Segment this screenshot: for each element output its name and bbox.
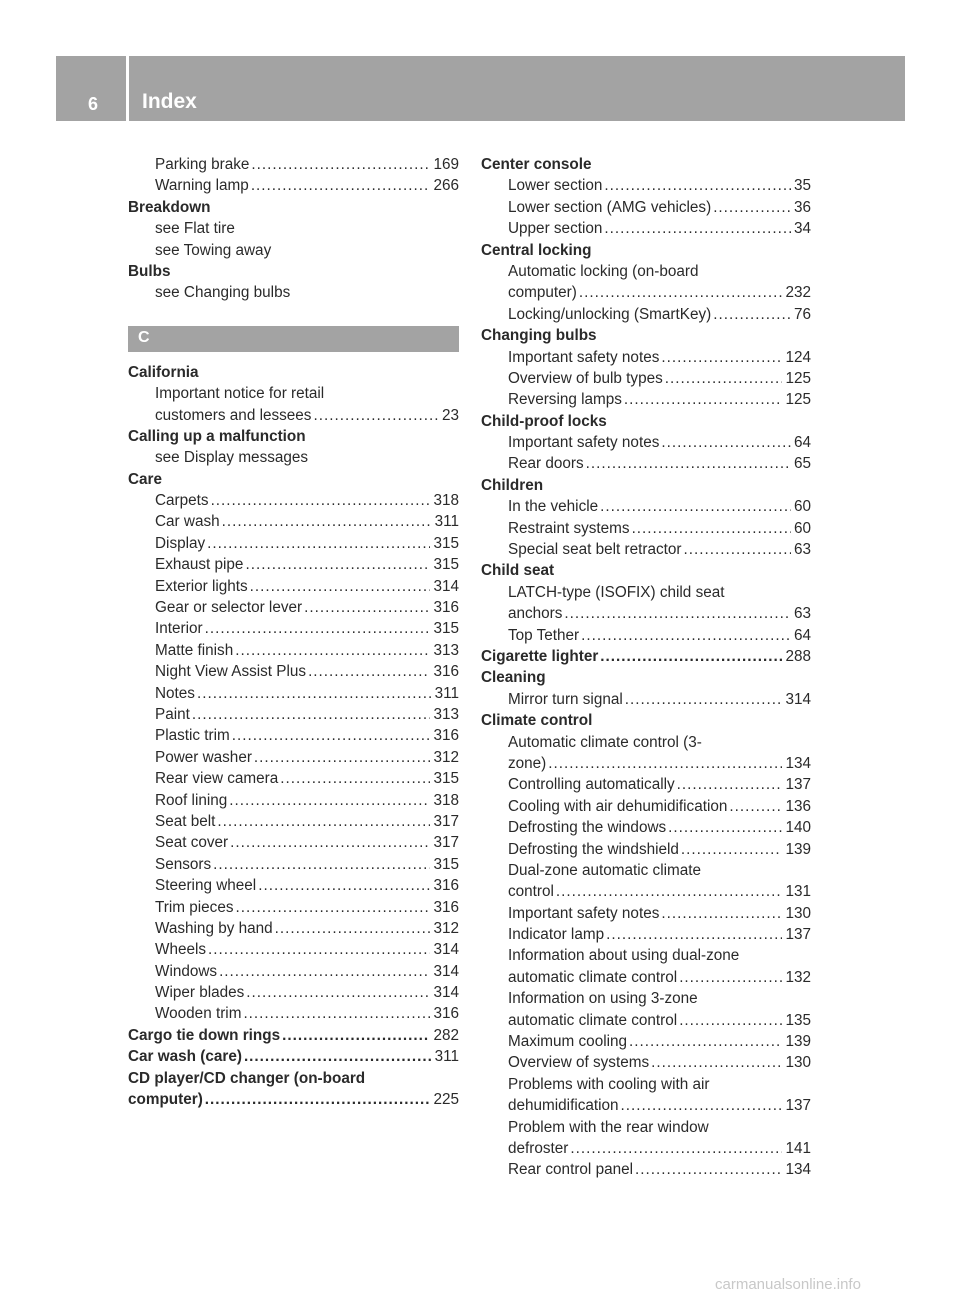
index-subentry bbox=[128, 511, 459, 532]
dot-leader bbox=[711, 304, 791, 325]
entry-page-number: 64 bbox=[793, 434, 811, 452]
entry-label: Interior bbox=[155, 620, 203, 638]
index-subentry-text: see Towing away bbox=[155, 241, 272, 259]
entry-page-number: 225 bbox=[433, 1091, 459, 1109]
index-subentry bbox=[481, 389, 811, 410]
entry-label: Windows bbox=[155, 962, 218, 980]
dot-leader bbox=[205, 533, 430, 554]
entry-label: Special seat belt retractor bbox=[508, 541, 682, 559]
entry-label: Controlling automatically bbox=[508, 776, 675, 794]
entry-label: Notes bbox=[155, 684, 195, 702]
index-heading: Central locking bbox=[481, 241, 592, 259]
index-subentry bbox=[128, 154, 459, 175]
dot-leader bbox=[302, 597, 430, 618]
page-title: Index bbox=[142, 90, 197, 113]
entry-label: Display bbox=[155, 534, 206, 552]
index-subentry bbox=[481, 1159, 811, 1180]
entry-label: Mirror turn signal bbox=[508, 690, 623, 708]
index-subentry bbox=[481, 347, 811, 368]
entry-page-number: 130 bbox=[785, 1054, 811, 1072]
entry-label: Restraint systems bbox=[508, 519, 630, 537]
index-subentry bbox=[128, 704, 459, 725]
entry-label: Rear doors bbox=[508, 455, 584, 473]
entry-label: Important safety notes bbox=[508, 348, 660, 366]
entry-label: Wheels bbox=[155, 941, 207, 959]
index-heading: Care bbox=[128, 470, 163, 488]
dot-leader bbox=[248, 576, 431, 597]
dot-leader bbox=[230, 725, 431, 746]
index-subentry bbox=[481, 368, 811, 389]
index-subentry-text: Automatic climate control (3- bbox=[508, 733, 702, 751]
index-heading: Center console bbox=[481, 156, 592, 173]
index-subentry bbox=[128, 640, 459, 661]
entry-page-number: 318 bbox=[433, 791, 459, 809]
dot-leader bbox=[659, 347, 782, 368]
dot-leader bbox=[546, 753, 782, 774]
entry-page-number: 312 bbox=[433, 919, 459, 937]
entry-page-number: 76 bbox=[793, 305, 811, 323]
index-subentry bbox=[128, 683, 459, 704]
dot-leader bbox=[242, 1046, 432, 1067]
entry-label: defroster bbox=[508, 1139, 569, 1157]
entry-page-number: 315 bbox=[433, 620, 459, 638]
entry-page-number: 311 bbox=[434, 684, 459, 702]
entry-page-number: 134 bbox=[785, 1161, 811, 1179]
dot-leader bbox=[711, 197, 791, 218]
entry-label: Rear view camera bbox=[155, 770, 279, 788]
index-subentry bbox=[481, 1052, 811, 1073]
index-subentry bbox=[128, 982, 459, 1003]
entry-label: Defrosting the windshield bbox=[508, 840, 679, 858]
dot-leader bbox=[249, 175, 431, 196]
entry-label: Wooden trim bbox=[155, 1005, 242, 1023]
dot-leader bbox=[241, 1003, 430, 1024]
index-heading-entry bbox=[128, 1025, 459, 1046]
entry-page-number: 139 bbox=[785, 840, 811, 858]
index-heading-entry bbox=[128, 1089, 459, 1110]
index-subentry bbox=[128, 918, 459, 939]
index-subentry bbox=[128, 897, 459, 918]
index-subentry bbox=[128, 554, 459, 575]
index-subentry bbox=[128, 961, 459, 982]
dot-leader bbox=[233, 640, 430, 661]
watermark: carmanualsonline.info bbox=[715, 1276, 861, 1293]
index-subentry-text: see Changing bulbs bbox=[155, 284, 291, 302]
entry-label: Plastic trim bbox=[155, 727, 230, 745]
index-subentry-text: see Display messages bbox=[155, 449, 309, 467]
entry-page-number: 141 bbox=[785, 1139, 811, 1157]
dot-leader bbox=[227, 790, 430, 811]
index-subentry bbox=[128, 790, 459, 811]
dot-leader bbox=[311, 405, 439, 426]
dot-leader bbox=[598, 496, 791, 517]
dot-leader bbox=[659, 432, 791, 453]
entry-label: Reversing lamps bbox=[508, 391, 622, 409]
entry-page-number: 60 bbox=[793, 498, 811, 516]
entry-page-number: 316 bbox=[433, 1005, 459, 1023]
entry-label: Maximum cooling bbox=[508, 1033, 628, 1051]
entry-label: Overview of systems bbox=[508, 1054, 650, 1072]
entry-label: Night View Assist Plus bbox=[155, 663, 307, 681]
entry-page-number: 137 bbox=[785, 1097, 811, 1115]
dot-leader bbox=[252, 747, 431, 768]
entry-page-number: 314 bbox=[433, 577, 459, 595]
entry-label: Sensors bbox=[155, 855, 212, 873]
index-subentry bbox=[481, 282, 811, 303]
index-subentry bbox=[481, 839, 811, 860]
index-heading: Bulbs bbox=[128, 262, 171, 280]
index-heading: Breakdown bbox=[128, 198, 211, 216]
entry-page-number: 312 bbox=[433, 748, 459, 766]
entry-page-number: 311 bbox=[434, 513, 459, 531]
entry-label: Cargo tie down rings bbox=[128, 1026, 281, 1044]
dot-leader bbox=[217, 961, 430, 982]
page-header bbox=[56, 56, 905, 121]
entry-page-number: 317 bbox=[433, 812, 459, 830]
entry-label: Steering wheel bbox=[155, 877, 257, 895]
entry-label: Parking brake bbox=[155, 156, 250, 173]
dot-leader bbox=[619, 1095, 783, 1116]
entry-page-number: 316 bbox=[433, 898, 459, 916]
entry-page-number: 313 bbox=[433, 705, 459, 723]
entry-label: control bbox=[508, 883, 554, 901]
index-heading: Climate control bbox=[481, 712, 593, 730]
dot-leader bbox=[649, 1052, 782, 1073]
index-subentry bbox=[481, 453, 811, 474]
page-number-box bbox=[56, 56, 126, 121]
dot-leader bbox=[633, 1159, 782, 1180]
entry-page-number: 314 bbox=[785, 690, 811, 708]
entry-label: Trim pieces bbox=[155, 898, 234, 916]
entry-label: Car wash bbox=[155, 513, 220, 531]
entry-label: Overview of bulb types bbox=[508, 369, 663, 387]
dot-leader bbox=[663, 368, 783, 389]
dot-leader bbox=[677, 967, 782, 988]
index-subentry bbox=[128, 661, 459, 682]
entry-label: customers and lessees bbox=[155, 406, 312, 424]
dot-leader bbox=[195, 683, 432, 704]
index-heading-entry bbox=[128, 1046, 459, 1067]
entry-label: Car wash (care) bbox=[128, 1048, 242, 1066]
index-subentry bbox=[481, 1138, 811, 1159]
entry-label: Paint bbox=[155, 705, 190, 723]
entry-page-number: 316 bbox=[433, 599, 459, 617]
index-subentry bbox=[481, 817, 811, 838]
dot-leader bbox=[256, 875, 430, 896]
entry-page-number: 314 bbox=[433, 984, 459, 1002]
index-subentry bbox=[481, 796, 811, 817]
entry-label: Carpets bbox=[155, 492, 209, 510]
entry-page-number: 315 bbox=[433, 556, 459, 574]
entry-label: computer) bbox=[508, 284, 577, 302]
dot-leader bbox=[206, 939, 430, 960]
entry-page-number: 23 bbox=[441, 406, 459, 424]
entry-label: Rear control panel bbox=[508, 1161, 633, 1179]
entry-page-number: 314 bbox=[433, 962, 459, 980]
index-heading: CD player/CD changer (on-board bbox=[128, 1069, 366, 1087]
index-subentry bbox=[481, 625, 811, 646]
index-subentry-text: Problem with the rear window bbox=[508, 1118, 709, 1136]
entry-page-number: 136 bbox=[785, 797, 811, 815]
entry-page-number: 140 bbox=[785, 819, 811, 837]
index-subentry-text: Problems with cooling with air bbox=[508, 1075, 710, 1093]
dot-leader bbox=[562, 603, 791, 624]
index-subentry bbox=[128, 832, 459, 853]
index-subentry bbox=[128, 875, 459, 896]
entry-page-number: 125 bbox=[785, 369, 811, 387]
entry-label: Exhaust pipe bbox=[155, 556, 244, 574]
dot-leader bbox=[623, 689, 783, 710]
entry-page-number: 288 bbox=[785, 647, 811, 665]
index-subentry bbox=[481, 903, 811, 924]
index-subentry bbox=[481, 518, 811, 539]
index-subentry bbox=[481, 881, 811, 902]
entry-page-number: 125 bbox=[785, 391, 811, 409]
dot-leader bbox=[598, 646, 782, 667]
index-subentry bbox=[128, 1003, 459, 1024]
index-subentry bbox=[481, 1010, 811, 1031]
entry-page-number: 311 bbox=[434, 1048, 459, 1066]
entry-label: zone) bbox=[508, 754, 547, 772]
index-subentry bbox=[128, 597, 459, 618]
dot-leader bbox=[211, 854, 430, 875]
entry-label: Gear or selector lever bbox=[155, 599, 303, 617]
entry-page-number: 318 bbox=[433, 492, 459, 510]
entry-page-number: 139 bbox=[785, 1033, 811, 1051]
entry-label: automatic climate control bbox=[508, 1011, 678, 1029]
index-subentry bbox=[128, 725, 459, 746]
entry-label: Top Tether bbox=[508, 626, 580, 644]
entry-label: Upper section bbox=[508, 220, 603, 238]
dot-leader bbox=[243, 554, 430, 575]
index-heading: Child-proof locks bbox=[481, 412, 607, 430]
dot-leader bbox=[190, 704, 431, 725]
index-subentry bbox=[481, 496, 811, 517]
dot-leader bbox=[604, 924, 782, 945]
entry-page-number: 64 bbox=[793, 626, 811, 644]
dot-leader bbox=[280, 1025, 430, 1046]
dot-leader bbox=[727, 796, 782, 817]
entry-page-number: 315 bbox=[433, 534, 459, 552]
entry-page-number: 63 bbox=[793, 541, 811, 559]
index-subentry-text: Important notice for retail bbox=[155, 385, 325, 403]
dot-leader bbox=[675, 774, 783, 795]
entry-page-number: 316 bbox=[433, 877, 459, 895]
dot-leader bbox=[215, 811, 430, 832]
index-subentry bbox=[128, 618, 459, 639]
entry-page-number: 130 bbox=[785, 904, 811, 922]
index-subentry bbox=[481, 689, 811, 710]
entry-label: anchors bbox=[508, 605, 563, 623]
entry-page-number: 266 bbox=[433, 177, 459, 195]
dot-leader bbox=[679, 839, 783, 860]
entry-label: Warning lamp bbox=[155, 177, 249, 195]
dot-leader bbox=[220, 511, 432, 532]
entry-page-number: 315 bbox=[433, 770, 459, 788]
dot-leader bbox=[630, 518, 791, 539]
entry-label: In the vehicle bbox=[508, 498, 599, 516]
entry-label: Important safety notes bbox=[508, 434, 660, 452]
index-subentry bbox=[481, 774, 811, 795]
entry-label: Lower section bbox=[508, 177, 603, 195]
entry-page-number: 131 bbox=[785, 883, 811, 901]
index-subentry-text: Automatic locking (on-board bbox=[508, 262, 699, 280]
entry-label: Exterior lights bbox=[155, 577, 248, 595]
index-subentry bbox=[128, 811, 459, 832]
entry-label: Seat belt bbox=[155, 812, 216, 830]
dot-leader bbox=[627, 1031, 782, 1052]
index-column-left bbox=[128, 154, 459, 1110]
dot-leader bbox=[659, 903, 782, 924]
entry-page-number: 134 bbox=[785, 754, 811, 772]
dot-leader bbox=[278, 768, 430, 789]
index-subentry bbox=[481, 432, 811, 453]
entry-page-number: 232 bbox=[785, 284, 811, 302]
entry-page-number: 124 bbox=[785, 348, 811, 366]
entry-page-number: 137 bbox=[785, 926, 811, 944]
index-heading-entry bbox=[481, 646, 811, 667]
entry-page-number: 313 bbox=[433, 641, 459, 659]
index-column-right bbox=[481, 154, 811, 1181]
entry-page-number: 65 bbox=[793, 455, 811, 473]
dot-leader bbox=[209, 490, 431, 511]
dot-leader bbox=[203, 1089, 431, 1110]
dot-leader bbox=[568, 1138, 782, 1159]
index-subentry-text: LATCH-type (ISOFIX) child seat bbox=[508, 583, 725, 601]
index-subentry bbox=[481, 539, 811, 560]
index-heading: Cleaning bbox=[481, 669, 546, 687]
entry-page-number: 137 bbox=[785, 776, 811, 794]
index-subentry bbox=[481, 753, 811, 774]
dot-leader bbox=[622, 389, 783, 410]
dot-leader bbox=[203, 618, 431, 639]
header-divider bbox=[126, 56, 129, 121]
dot-leader bbox=[666, 817, 782, 838]
dot-leader bbox=[681, 539, 791, 560]
entry-label: Locking/unlocking (SmartKey) bbox=[508, 305, 712, 323]
index-heading: Child seat bbox=[481, 562, 555, 580]
section-letter-bar bbox=[128, 326, 459, 352]
entry-label: Matte finish bbox=[155, 641, 234, 659]
index-heading: Children bbox=[481, 476, 544, 494]
index-subentry bbox=[128, 939, 459, 960]
index-subentry bbox=[128, 747, 459, 768]
section-letter: C bbox=[138, 328, 150, 346]
index-subentry bbox=[128, 490, 459, 511]
entry-label: Power washer bbox=[155, 748, 252, 766]
dot-leader bbox=[579, 625, 791, 646]
entry-page-number: 314 bbox=[433, 941, 459, 959]
entry-page-number: 135 bbox=[785, 1011, 811, 1029]
entry-page-number: 317 bbox=[433, 834, 459, 852]
entry-page-number: 282 bbox=[433, 1026, 459, 1044]
index-heading: California bbox=[128, 363, 199, 381]
index-subentry bbox=[128, 175, 459, 196]
index-subentry-text: Information on using 3-zone bbox=[508, 990, 698, 1008]
index-subentry-text: Dual-zone automatic climate bbox=[508, 861, 701, 879]
index-subentry bbox=[481, 304, 811, 325]
entry-page-number: 36 bbox=[793, 198, 811, 216]
index-heading: Calling up a malfunction bbox=[128, 427, 306, 445]
entry-label: Cooling with air dehumidification bbox=[508, 797, 728, 815]
entry-page-number: 60 bbox=[793, 519, 811, 537]
entry-page-number: 315 bbox=[433, 855, 459, 873]
index-subentry bbox=[128, 533, 459, 554]
entry-page-number: 63 bbox=[793, 605, 811, 623]
index-subentry bbox=[481, 197, 811, 218]
index-heading: Changing bulbs bbox=[481, 327, 597, 345]
entry-label: Lower section (AMG vehicles) bbox=[508, 198, 712, 216]
entry-page-number: 316 bbox=[433, 727, 459, 745]
index-subentry bbox=[481, 603, 811, 624]
dot-leader bbox=[584, 453, 791, 474]
dot-leader bbox=[244, 982, 430, 1003]
entry-label: Cigarette lighter bbox=[481, 647, 599, 665]
dot-leader bbox=[233, 897, 430, 918]
entry-label: dehumidification bbox=[508, 1097, 619, 1115]
index-subentry bbox=[481, 175, 811, 196]
dot-leader bbox=[273, 918, 431, 939]
dot-leader bbox=[577, 282, 783, 303]
index-subentry bbox=[481, 924, 811, 945]
dot-leader bbox=[677, 1010, 782, 1031]
entry-label: automatic climate control bbox=[508, 968, 678, 986]
index-subentry-text: Information about using dual-zone bbox=[508, 947, 740, 965]
index-subentry bbox=[481, 967, 811, 988]
index-subentry bbox=[481, 1095, 811, 1116]
dot-leader bbox=[228, 832, 430, 853]
entry-page-number: 35 bbox=[793, 177, 811, 195]
entry-page-number: 169 bbox=[433, 156, 459, 173]
entry-label: Wiper blades bbox=[155, 984, 245, 1002]
dot-leader bbox=[554, 881, 783, 902]
entry-label: Indicator lamp bbox=[508, 926, 605, 944]
index-subentry bbox=[128, 768, 459, 789]
index-subentry bbox=[481, 1031, 811, 1052]
entry-label: Roof lining bbox=[155, 791, 228, 809]
index-subentry bbox=[481, 218, 811, 239]
entry-label: Important safety notes bbox=[508, 904, 660, 922]
dot-leader bbox=[602, 175, 791, 196]
entry-page-number: 316 bbox=[433, 663, 459, 681]
index-subentry-text: see Flat tire bbox=[155, 220, 235, 238]
entry-page-number: 34 bbox=[793, 220, 811, 238]
entry-label: Seat cover bbox=[155, 834, 229, 852]
entry-page-number: 132 bbox=[785, 968, 811, 986]
entry-label: computer) bbox=[128, 1091, 203, 1109]
page-number: 6 bbox=[88, 94, 99, 114]
dot-leader bbox=[602, 218, 791, 239]
index-subentry bbox=[128, 854, 459, 875]
index-subentry bbox=[128, 576, 459, 597]
entry-label: Washing by hand bbox=[155, 919, 273, 937]
index-subentry bbox=[128, 405, 459, 426]
entry-label: Defrosting the windows bbox=[508, 819, 667, 837]
dot-leader bbox=[306, 661, 430, 682]
dot-leader bbox=[249, 154, 430, 175]
